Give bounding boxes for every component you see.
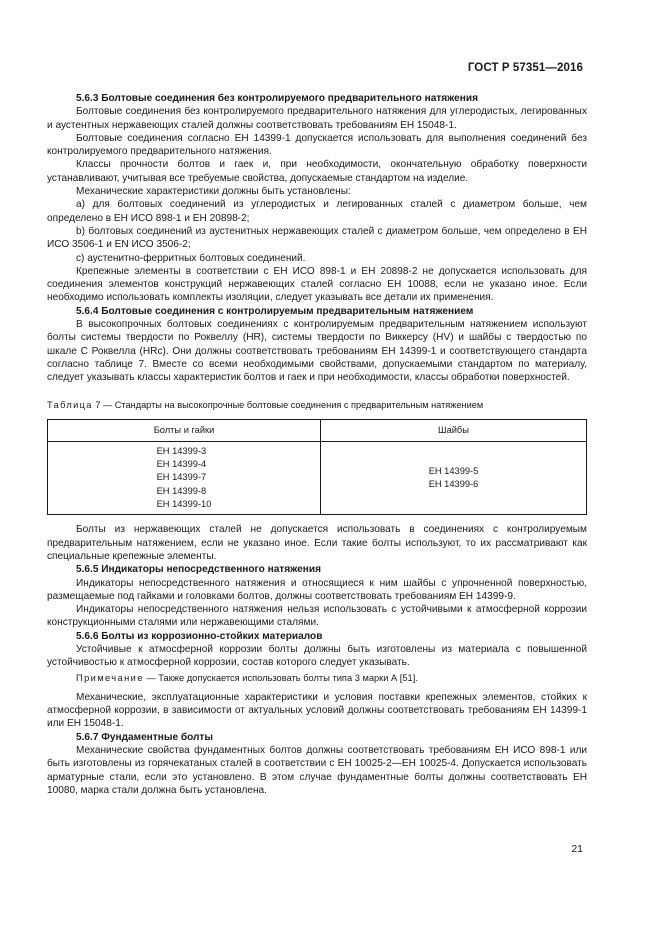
paragraph: Механические свойства фундаментных болтов должны соответствовать требованиям ЕН ИСО 898-1 или быть изготовлены из горячекатаных сталей в соответствии с ЕН 10025-2—ЕН 10025-4. Допускается использовать арматурные стали, если это установлено. В этом случае фундаментные болты должны соответствовать ЕН 10080, марка стали должна быть установлена. <box>47 745 587 796</box>
note <box>47 672 587 685</box>
section-heading-5-6-6: 5.6.6 Болты из коррозионно-стойких материалов <box>76 630 323 642</box>
paragraph: Классы прочности болтов и гаек и, при необходимости, окончательную обработку поверхности устанавливают, учитывая все требуемые свойства, допускаемые стандартом на изделие. <box>47 159 587 184</box>
table-caption-label: Таблица <box>47 399 93 410</box>
page-number: 21 <box>571 843 583 855</box>
paragraph: Болтовые соединения согласно ЕН 14399-1 допускается использовать для выполнения соединений без контролируемого предварительного натяжения. <box>47 132 587 158</box>
paragraph: Индикаторы непосредственного натяжения и относящиеся к ним шайбы с упрочненной поверхностью, размещаемые под гайками и головками болтов, должны соответствовать требованиям ЕН 14399-9. <box>47 577 587 602</box>
table-row <box>48 441 587 514</box>
list-item-b: b) болтовых соединений из аустенитных нержавеющих сталей с диаметром больше, чем определено в ЕН ИСО 3506-1 и EN ИСО 3506-2; <box>47 225 587 251</box>
bolt-standard: ЕН 14399-3 <box>156 445 207 456</box>
list-item-c: с) аустенитно-ферритных болтовых соединений. <box>76 252 306 264</box>
washer-standard: ЕН 14399-5 <box>428 465 479 476</box>
paragraph: Болтовые соединения без контролируемого предварительного натяжения для углеродистых, легированных и аустентных нержавеющих сталей должны соответствовать требованиям ЕН 15048-1. <box>47 106 587 131</box>
bolts-cell <box>48 441 321 514</box>
paragraph: Устойчивые к атмосферной коррозии болты должны быть изготовлены из материала с повышенной устойчивостью к атмосферной коррозии, состав которого следует указывать. <box>47 643 587 669</box>
standards-table <box>47 419 587 515</box>
paragraph: Болты из нержавеющих сталей не допускается использовать в соединениях с контролируемым предварительным натяжением, если не указано иное. Если такие болты используют, то их рассматривают как специальные крепежные элементы. <box>47 524 587 562</box>
section-heading-5-6-3: 5.6.3 Болтовые соединения без контролируемого предварительного натяжения <box>76 93 478 104</box>
section-heading-5-6-7: 5.6.7 Фундаментные болты <box>76 731 213 743</box>
washers-cell <box>321 441 587 514</box>
document-identifier: ГОСТ Р 57351—2016 <box>467 62 583 74</box>
bolt-standard: ЕН 14399-10 <box>156 499 212 510</box>
paragraph: В высокопрочных болтовых соединениях с контролируемым предварительным натяжением используют болты системы твердости по Роквеллу (HR), системы твердости по Виккерсу (HV) и шайбы с твердостью по шкале С Роквелла (HRc). Они должны соответствовать требованиям ЕН 14399-1 и соответствующего стандарта согласно таблице 7. Вместе со всеми необходимыми свойствами, допускаемыми стандартом по материалу, следует указывать классы характеристик болтов и гаек и при необходимости, классы обработки поверхностей. <box>47 319 587 384</box>
section-heading-5-6-4: 5.6.4 Болтовые соединения с контролируемым предварительным натяжением <box>76 305 474 317</box>
column-header-bolts: Болты и гайки <box>48 419 321 441</box>
list-item-a: а) для болтовых соединений из углеродистых и легированных сталей с диаметром больше, чем определено в ЕН ИСО 898-1 и ЕН 20898-2; <box>47 199 587 224</box>
paragraph: Механические характеристики должны быть установлены: <box>76 186 351 198</box>
table-header-row <box>48 419 587 441</box>
bolt-standard: ЕН 14399-8 <box>156 485 207 496</box>
bolt-standard: ЕН 14399-4 <box>156 459 207 470</box>
paragraph: Механические, эксплуатационные характеристики и условия поставки крепежных элементов, стойких к атмосферной коррозии, в зависимости от актуальных условий должны соответствовать требованиям ЕН 14399-1 или ЕН 15048-1. <box>47 691 587 730</box>
paragraph: Крепежные элементы в соответствии с ЕН ИСО 898-1 и ЕН 20898-2 не допускается использовать для соединения элементов конструкций нержавеющих сталей согласно ЕН 10088, если не указано иное. Если необходимо использовать комплекты изоляции, следует указывать все детали их применения. <box>47 265 587 304</box>
column-header-washers: Шайбы <box>321 419 587 441</box>
paragraph: Индикаторы непосредственного натяжения нельзя использовать с устойчивыми к атмосферной коррозии конструкционными сталями или нержавеющими сталями. <box>47 604 587 629</box>
document-body <box>47 92 587 797</box>
note-label: Примечание <box>76 672 144 683</box>
washer-standard: ЕН 14399-6 <box>428 479 479 490</box>
table-caption-text: 7 — Стандарты на высокопрочные болтовые соединения с предварительным натяжением <box>95 399 484 410</box>
table-caption <box>47 399 587 412</box>
bolt-standard: ЕН 14399-7 <box>156 472 207 483</box>
section-heading-5-6-5: 5.6.5 Индикаторы непосредственного натяжения <box>76 564 321 576</box>
note-text: — Также допускается использовать болты типа 3 марки А [51]. <box>143 672 418 683</box>
